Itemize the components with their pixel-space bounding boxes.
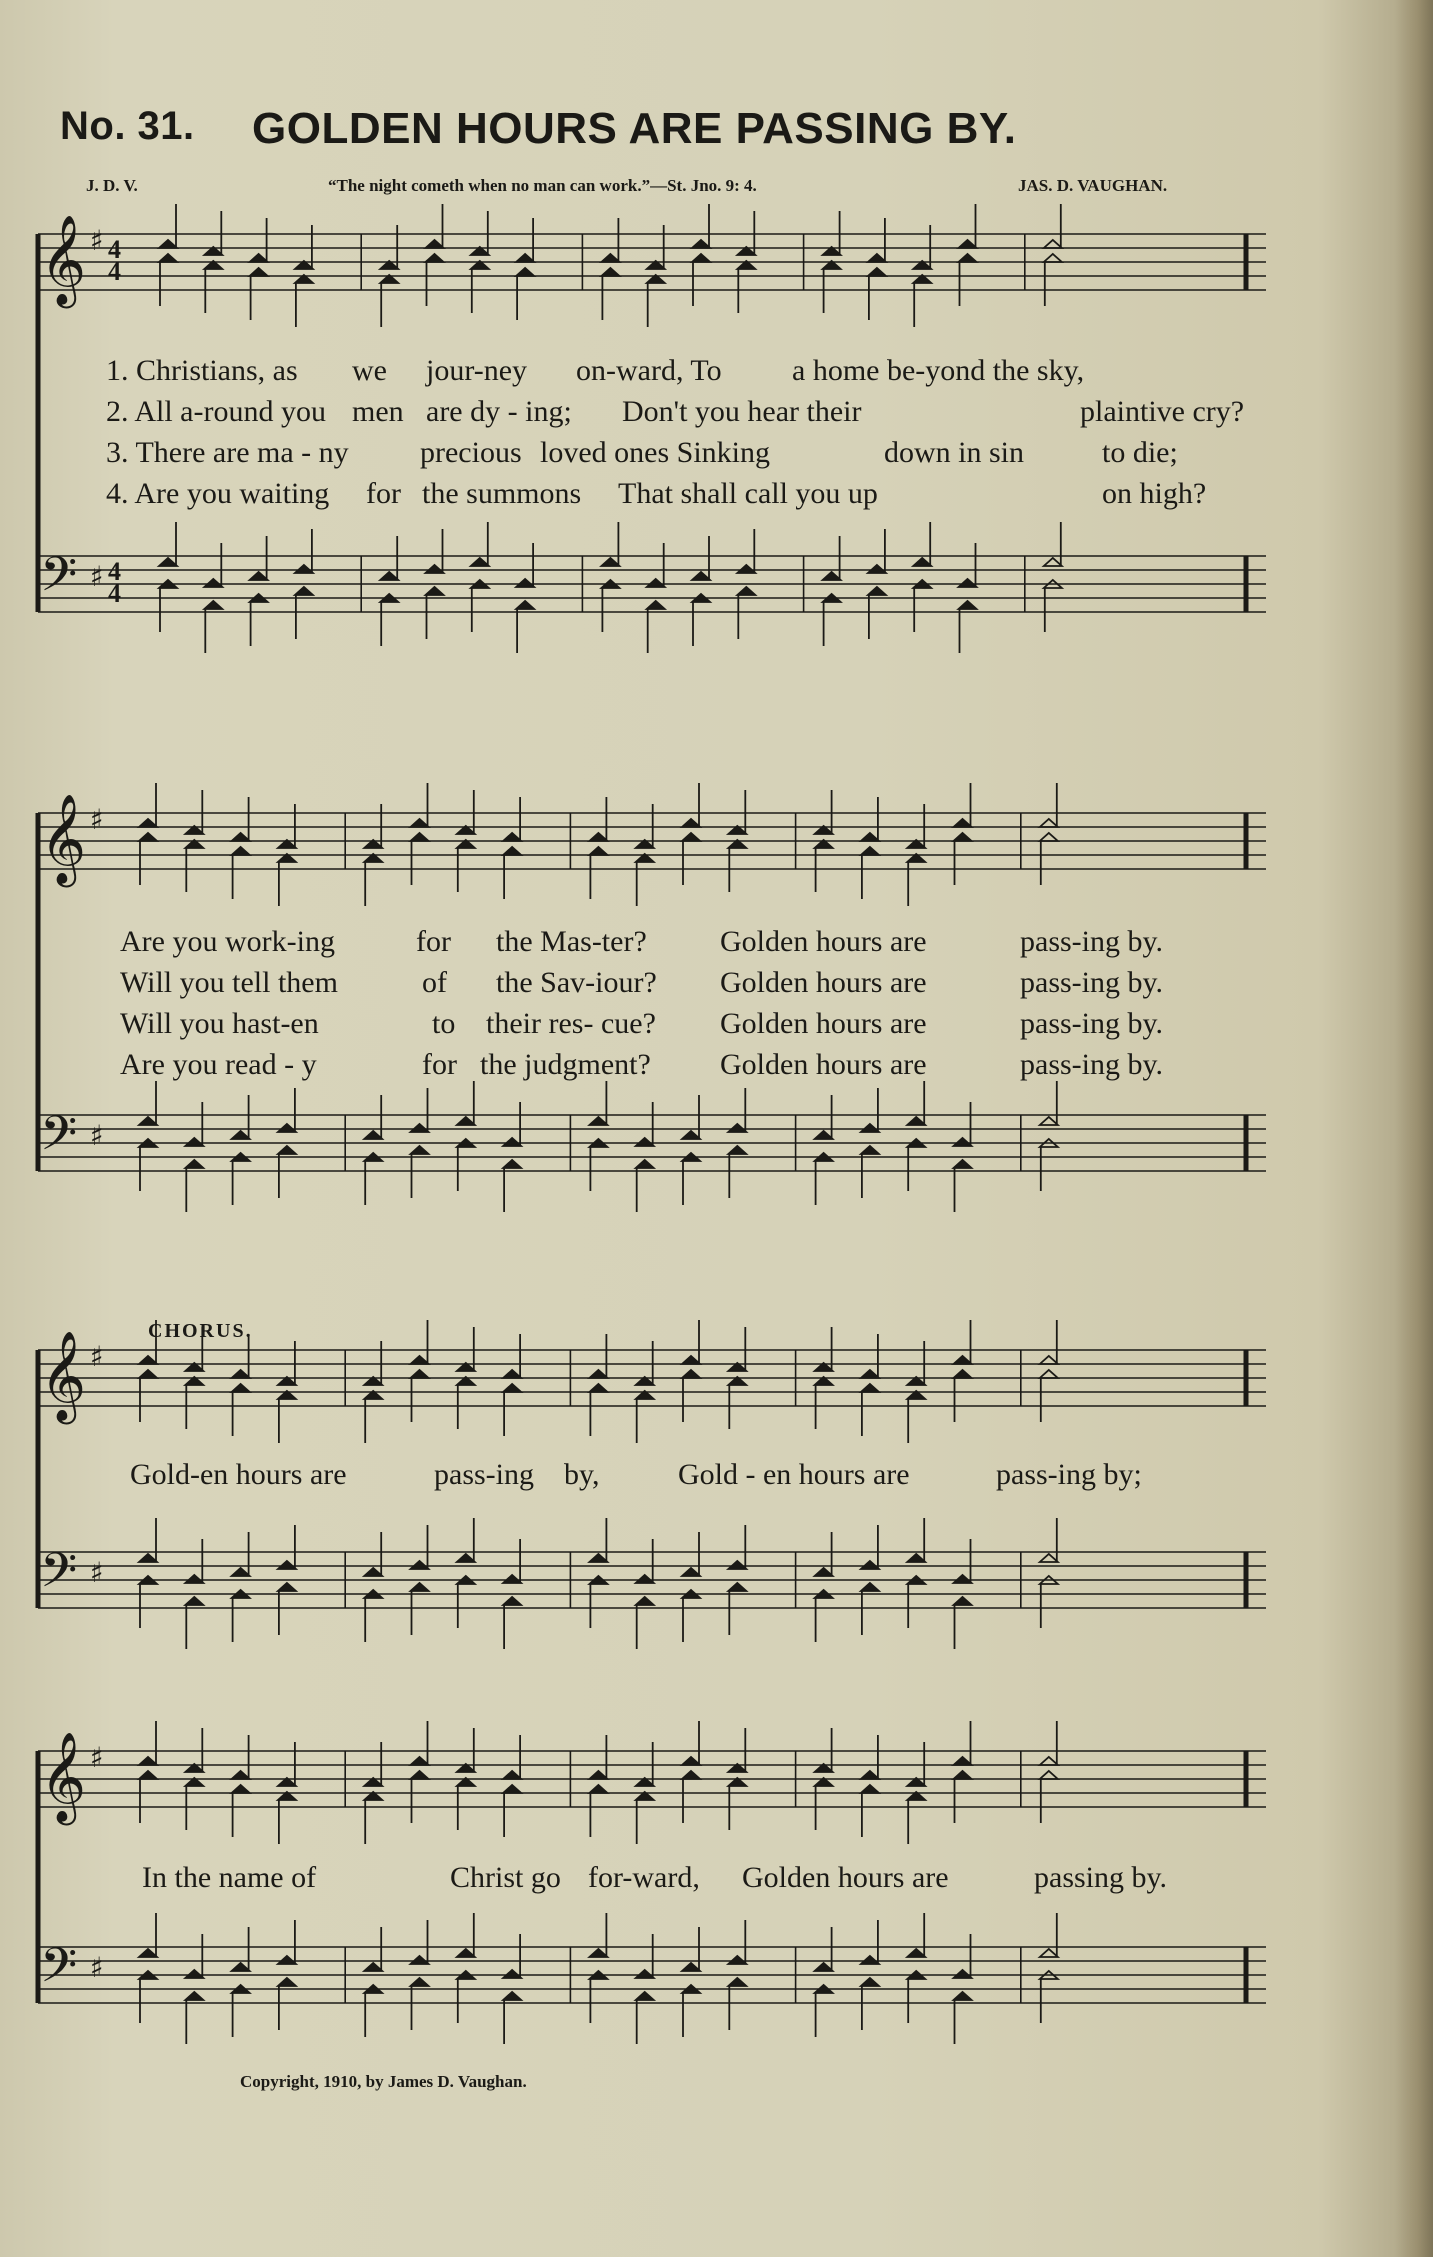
- note-head: [1044, 558, 1062, 566]
- note-head: [185, 1160, 203, 1168]
- note-head: [278, 1146, 296, 1154]
- note-head: [426, 587, 444, 595]
- lyric-syllable: Golden hours are: [720, 966, 927, 999]
- note-head: [159, 240, 177, 248]
- lyric-syllable: Are you read - y: [120, 1048, 317, 1081]
- lyric-syllable: on high?: [1102, 477, 1207, 510]
- chorus-label: CHORUS.: [148, 1320, 253, 1342]
- note-head: [954, 1757, 972, 1765]
- note-head: [954, 1771, 972, 1779]
- note-head: [907, 1117, 925, 1125]
- lyric-syllable: the summons: [422, 477, 582, 510]
- note-head: [1040, 1356, 1058, 1364]
- note-head: [411, 1561, 429, 1569]
- lyric-syllable: pass-ing by.: [1020, 966, 1164, 999]
- note-head: [861, 1370, 879, 1378]
- bass-clef-icon: 𝄢: [40, 546, 78, 614]
- lyric-syllable: for: [366, 477, 401, 510]
- note-head: [516, 268, 534, 276]
- lyric-syllable: jour-ney: [426, 354, 528, 387]
- note-head: [503, 847, 521, 855]
- music-system-4: [30, 1725, 1270, 2045]
- lyric-syllable: pass-ing by.: [1020, 925, 1164, 958]
- time-signature-digit: 4: [108, 235, 121, 264]
- note-head: [278, 1561, 296, 1569]
- note-head: [692, 572, 710, 580]
- lyric-syllable: pass-ing: [434, 1458, 534, 1491]
- note-head: [589, 1384, 607, 1392]
- note-head: [232, 1384, 250, 1392]
- note-head: [861, 1561, 879, 1569]
- note-head: [1040, 1370, 1058, 1378]
- note-head: [411, 1978, 429, 1986]
- note-head: [232, 833, 250, 841]
- note-head: [954, 1356, 972, 1364]
- lyric-syllable: Will you tell them: [120, 966, 338, 999]
- lyric-syllable: plaintive cry?: [1080, 395, 1245, 428]
- note-head: [1044, 254, 1062, 262]
- note-head: [250, 268, 268, 276]
- lyric-syllable: Golden hours are: [742, 1861, 949, 1894]
- sharp-icon: ♯: [90, 224, 104, 257]
- lyric-syllable: we: [352, 354, 387, 387]
- lyric-syllable: Golden hours are: [720, 1048, 927, 1081]
- note-head: [636, 1970, 654, 1978]
- lyric-syllable: down in sin: [884, 436, 1025, 469]
- note-head: [411, 833, 429, 841]
- note-head: [232, 847, 250, 855]
- note-head: [250, 254, 268, 262]
- note-head: [815, 1131, 833, 1139]
- note-head: [503, 1138, 521, 1146]
- note-head: [589, 1117, 607, 1125]
- note-head: [1040, 1117, 1058, 1125]
- note-head: [411, 819, 429, 827]
- note-head: [380, 572, 398, 580]
- note-head: [589, 1949, 607, 1957]
- note-head: [411, 1757, 429, 1765]
- note-head: [728, 1561, 746, 1569]
- note-head: [471, 558, 489, 566]
- time-signature-digit: 4: [108, 557, 121, 586]
- note-head: [737, 587, 755, 595]
- lyric-syllable: Golden hours are: [720, 1007, 927, 1040]
- note-head: [601, 268, 619, 276]
- note-head: [954, 1992, 972, 2000]
- lyric-syllable: men: [352, 395, 404, 428]
- note-head: [159, 558, 177, 566]
- bass-clef-icon: 𝄢: [40, 1105, 78, 1173]
- note-head: [364, 1963, 382, 1971]
- lyric-syllable: for: [416, 925, 451, 958]
- note-head: [139, 1554, 157, 1562]
- note-head: [278, 1956, 296, 1964]
- lyric-syllable: for-ward,: [588, 1861, 700, 1894]
- note-head: [503, 1992, 521, 2000]
- hymn-number: No. 31.: [60, 104, 195, 148]
- note-head: [185, 1138, 203, 1146]
- note-head: [959, 254, 977, 262]
- note-head: [868, 268, 886, 276]
- sharp-icon: ♯: [90, 1340, 104, 1373]
- note-head: [601, 254, 619, 262]
- note-head: [737, 565, 755, 573]
- note-head: [185, 1970, 203, 1978]
- lyric-syllable: Don't you hear their: [622, 395, 862, 428]
- note-head: [232, 1771, 250, 1779]
- lyric-syllable: Gold-en hours are: [130, 1458, 347, 1491]
- note-head: [728, 1146, 746, 1154]
- note-head: [250, 572, 268, 580]
- note-head: [503, 1785, 521, 1793]
- sharp-icon: ♯: [90, 1556, 104, 1589]
- note-head: [861, 1785, 879, 1793]
- sharp-icon: ♯: [90, 803, 104, 836]
- note-head: [959, 579, 977, 587]
- note-head: [907, 1949, 925, 1957]
- lyric-syllable: In the name of: [142, 1861, 317, 1894]
- note-head: [204, 601, 222, 609]
- note-head: [589, 1785, 607, 1793]
- note-head: [139, 819, 157, 827]
- note-head: [503, 1370, 521, 1378]
- note-head: [636, 1597, 654, 1605]
- sharp-icon: ♯: [90, 560, 104, 593]
- note-head: [589, 1370, 607, 1378]
- note-head: [232, 1963, 250, 1971]
- note-head: [861, 1583, 879, 1591]
- note-head: [232, 1568, 250, 1576]
- note-head: [278, 1978, 296, 1986]
- note-head: [516, 254, 534, 262]
- note-head: [913, 558, 931, 566]
- note-head: [636, 1575, 654, 1583]
- note-head: [426, 240, 444, 248]
- lyric-syllable: are dy - ing;: [426, 395, 572, 428]
- note-head: [364, 1131, 382, 1139]
- note-head: [861, 1771, 879, 1779]
- note-head: [682, 1771, 700, 1779]
- note-head: [954, 1970, 972, 1978]
- note-head: [503, 1160, 521, 1168]
- note-head: [589, 1771, 607, 1779]
- lyric-syllable: on-ward, To: [576, 354, 722, 387]
- note-head: [503, 1575, 521, 1583]
- bass-clef-icon: 𝄢: [40, 1542, 78, 1610]
- lyric-syllable: to die;: [1102, 436, 1178, 469]
- lyric-syllable: Are you work-ing: [120, 925, 335, 958]
- note-head: [278, 1124, 296, 1132]
- note-head: [861, 847, 879, 855]
- note-head: [139, 1771, 157, 1779]
- note-head: [868, 587, 886, 595]
- note-head: [159, 254, 177, 262]
- note-head: [1040, 833, 1058, 841]
- lyric-syllable: the Sav-iour?: [496, 966, 657, 999]
- note-head: [861, 1146, 879, 1154]
- note-head: [295, 587, 313, 595]
- lyric-syllable: the Mas-ter?: [496, 925, 647, 958]
- note-head: [589, 1554, 607, 1562]
- note-head: [364, 1568, 382, 1576]
- composer-credit: JAS. D. VAUGHAN.: [1018, 176, 1168, 195]
- note-head: [868, 254, 886, 262]
- note-head: [457, 1554, 475, 1562]
- lyricist-credit: J. D. V.: [86, 176, 138, 195]
- note-head: [411, 1124, 429, 1132]
- lyric-syllable: by,: [564, 1458, 600, 1491]
- note-head: [503, 1970, 521, 1978]
- note-head: [954, 1160, 972, 1168]
- note-head: [907, 1554, 925, 1562]
- note-head: [861, 1978, 879, 1986]
- note-head: [185, 1992, 203, 2000]
- note-head: [411, 1370, 429, 1378]
- note-head: [589, 833, 607, 841]
- lyric-syllable: Christ go: [450, 1861, 561, 1894]
- note-head: [139, 1370, 157, 1378]
- note-head: [1040, 1554, 1058, 1562]
- note-head: [1040, 819, 1058, 827]
- note-head: [728, 1978, 746, 1986]
- note-head: [185, 1597, 203, 1605]
- note-head: [516, 601, 534, 609]
- note-head: [682, 819, 700, 827]
- lyric-syllable: passing by.: [1034, 1861, 1168, 1894]
- note-head: [516, 579, 534, 587]
- note-head: [954, 1597, 972, 1605]
- note-head: [411, 1956, 429, 1964]
- note-head: [823, 572, 841, 580]
- note-head: [959, 601, 977, 609]
- note-head: [295, 565, 313, 573]
- note-head: [954, 1575, 972, 1583]
- note-head: [815, 1963, 833, 1971]
- note-head: [278, 1583, 296, 1591]
- note-head: [647, 601, 665, 609]
- note-head: [636, 1160, 654, 1168]
- sharp-icon: ♯: [90, 1741, 104, 1774]
- lyric-syllable: for: [422, 1048, 457, 1081]
- note-head: [185, 1575, 203, 1583]
- note-head: [1044, 240, 1062, 248]
- lyric-syllable: Gold - en hours are: [678, 1458, 910, 1491]
- treble-clef-icon: 𝄞: [40, 1331, 87, 1421]
- note-head: [728, 1583, 746, 1591]
- note-head: [682, 1757, 700, 1765]
- note-head: [1040, 1949, 1058, 1957]
- lyric-syllable: Will you hast-en: [120, 1007, 319, 1040]
- lyric-syllable: their res- cue?: [486, 1007, 656, 1040]
- note-head: [682, 1568, 700, 1576]
- note-head: [457, 1949, 475, 1957]
- note-head: [728, 1956, 746, 1964]
- note-head: [232, 1370, 250, 1378]
- note-head: [868, 565, 886, 573]
- note-head: [411, 1146, 429, 1154]
- lyric-syllable: pass-ing by;: [996, 1458, 1142, 1491]
- note-head: [682, 1131, 700, 1139]
- lyric-syllable: precious: [420, 436, 522, 469]
- music-system-1: [30, 215, 1270, 648]
- lyric-syllable: loved ones Sinking: [540, 436, 770, 469]
- note-head: [139, 1356, 157, 1364]
- note-head: [204, 579, 222, 587]
- note-head: [861, 1384, 879, 1392]
- note-head: [503, 833, 521, 841]
- lyric-syllable: of: [422, 966, 447, 999]
- time-signature-digit: 4: [108, 579, 121, 608]
- note-head: [728, 1124, 746, 1132]
- note-head: [426, 565, 444, 573]
- note-head: [954, 833, 972, 841]
- page-edge-shadow: [1395, 0, 1433, 2257]
- note-head: [682, 833, 700, 841]
- lyric-syllable: to: [432, 1007, 456, 1040]
- copyright-notice: Copyright, 1910, by James D. Vaughan.: [240, 2072, 527, 2091]
- lyric-syllable: Golden hours are: [720, 925, 927, 958]
- note-head: [139, 1117, 157, 1125]
- note-head: [1040, 1771, 1058, 1779]
- note-head: [959, 240, 977, 248]
- note-head: [861, 833, 879, 841]
- note-head: [139, 1949, 157, 1957]
- note-head: [232, 1131, 250, 1139]
- hymn-title: GOLDEN HOURS ARE PASSING BY.: [252, 104, 1017, 153]
- lyric-syllable: pass-ing by.: [1020, 1048, 1164, 1081]
- music-system-3: [30, 1320, 1270, 1660]
- note-head: [601, 558, 619, 566]
- note-head: [503, 1597, 521, 1605]
- title-row: [60, 98, 1360, 158]
- lyric-syllable: 4. Are you waiting: [106, 477, 330, 510]
- note-head: [647, 579, 665, 587]
- note-head: [692, 240, 710, 248]
- note-head: [411, 1356, 429, 1364]
- note-head: [861, 1956, 879, 1964]
- scripture-epigraph: “The night cometh when no man can work.”—St. Jno. 9: 4.: [328, 176, 757, 195]
- sharp-icon: ♯: [90, 1951, 104, 1984]
- note-head: [954, 819, 972, 827]
- note-head: [232, 1785, 250, 1793]
- note-head: [503, 1384, 521, 1392]
- note-head: [1040, 1757, 1058, 1765]
- music-system-2: [30, 775, 1270, 1245]
- note-head: [954, 1138, 972, 1146]
- lyric-syllable: pass-ing by.: [1020, 1007, 1164, 1040]
- note-head: [682, 1963, 700, 1971]
- note-head: [411, 1583, 429, 1591]
- note-head: [426, 254, 444, 262]
- note-head: [503, 1771, 521, 1779]
- note-head: [954, 1370, 972, 1378]
- note-head: [411, 1771, 429, 1779]
- treble-clef-icon: 𝄞: [40, 215, 87, 305]
- lyric-syllable: the judgment?: [480, 1048, 651, 1081]
- bass-clef-icon: 𝄢: [40, 1937, 78, 2005]
- lyric-syllable: 3. There are ma - ny: [106, 436, 349, 469]
- lyric-syllable: a home be-yond the sky,: [792, 354, 1085, 387]
- note-head: [589, 847, 607, 855]
- lyric-syllable: 1. Christians, as: [106, 354, 298, 387]
- note-head: [636, 1992, 654, 2000]
- lyric-syllable: 2. All a-round you: [106, 395, 326, 428]
- note-head: [139, 1757, 157, 1765]
- note-head: [861, 1124, 879, 1132]
- note-head: [815, 1568, 833, 1576]
- lyric-syllable: That shall call you up: [618, 477, 878, 510]
- note-head: [636, 1138, 654, 1146]
- note-head: [682, 1356, 700, 1364]
- note-head: [139, 833, 157, 841]
- treble-clef-icon: 𝄞: [40, 1732, 87, 1822]
- note-head: [457, 1117, 475, 1125]
- sharp-icon: ♯: [90, 1119, 104, 1152]
- note-head: [682, 1370, 700, 1378]
- treble-clef-icon: 𝄞: [40, 794, 87, 884]
- time-signature-digit: 4: [108, 257, 121, 286]
- note-head: [692, 254, 710, 262]
